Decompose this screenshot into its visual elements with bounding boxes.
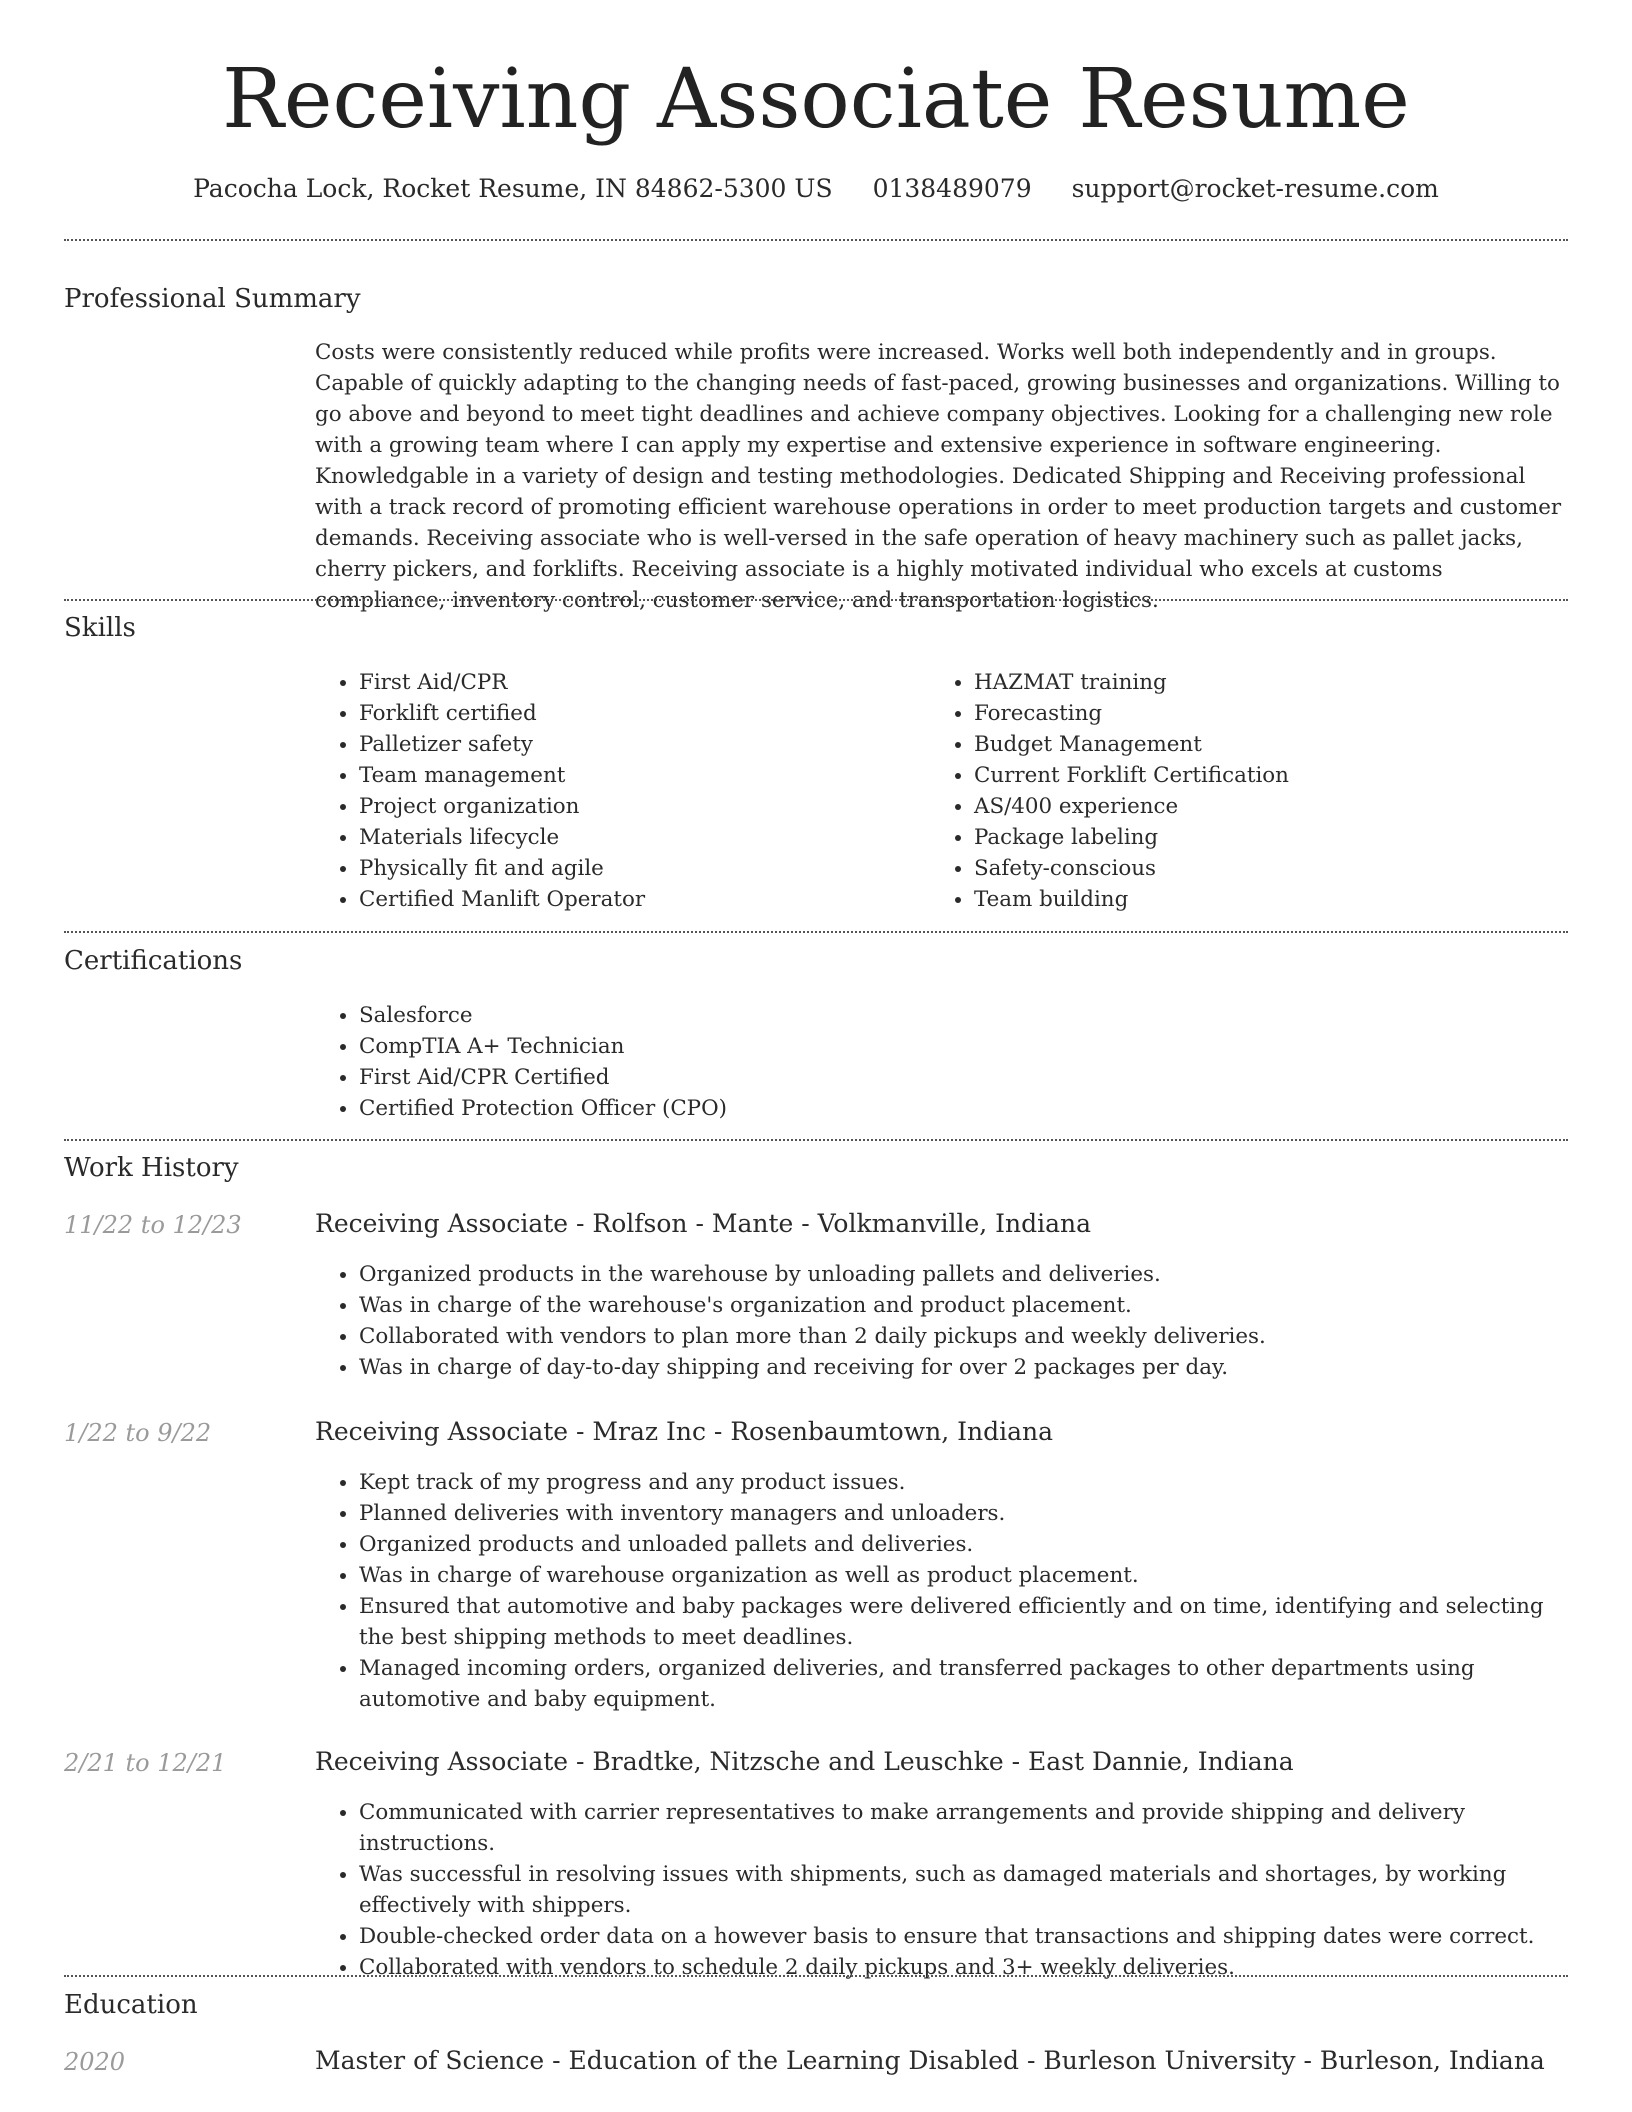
job-title: Receiving Associate - Bradtke, Nitzsche and Leuschke - East Dannie, Indiana bbox=[315, 1747, 1294, 1776]
job-details bbox=[315, 1467, 1568, 1715]
divider bbox=[64, 1139, 1568, 1141]
certification-item: • Salesforce bbox=[359, 1000, 1568, 1031]
job-bullet: • Was successful in resolving issues with shipments, such as damaged materials and shortages, by working effectively with shippers. bbox=[359, 1859, 1568, 1921]
skill-item: • Materials lifecycle bbox=[359, 822, 930, 853]
job-title: Receiving Associate - Mraz Inc - Rosenbaumtown, Indiana bbox=[315, 1417, 1054, 1446]
job-bullets bbox=[315, 1467, 1568, 1715]
skills-list-right bbox=[930, 667, 1545, 915]
divider bbox=[64, 599, 1568, 601]
certification-item: • First Aid/CPR Certified bbox=[359, 1062, 1568, 1093]
job-bullet: • Collaborated with vendors to plan more than 2 daily pickups and weekly deliveries. bbox=[359, 1321, 1568, 1352]
education-year: 2020 bbox=[64, 2048, 126, 2076]
job-details bbox=[315, 1259, 1568, 1383]
job-bullet: • Was in charge of the warehouse's organization and product placement. bbox=[359, 1290, 1568, 1321]
education-heading: Education bbox=[64, 1990, 198, 2020]
job-bullet: • Collaborated with vendors to schedule 2 daily pickups and 3+ weekly deliveries. bbox=[359, 1952, 1568, 1983]
job-bullet: • Communicated with carrier representatives to make arrangements and provide shipping and delivery instructions. bbox=[359, 1797, 1568, 1859]
skills-heading: Skills bbox=[64, 613, 136, 643]
divider bbox=[64, 239, 1568, 241]
skill-item: • Team building bbox=[974, 884, 1545, 915]
job-bullet: • Organized products in the warehouse by unloading pallets and deliveries. bbox=[359, 1259, 1568, 1290]
divider bbox=[64, 1975, 1568, 1977]
skill-item: • Project organization bbox=[359, 791, 930, 822]
job-bullet: • Managed incoming orders, organized deliveries, and transferred packages to other departments using automotive and baby equipment. bbox=[359, 1653, 1568, 1715]
skill-item: • Package labeling bbox=[974, 822, 1545, 853]
summary-heading: Professional Summary bbox=[64, 284, 361, 314]
job-details bbox=[315, 1797, 1568, 1983]
skill-item: • Team management bbox=[359, 760, 930, 791]
skill-item: • Budget Management bbox=[974, 729, 1545, 760]
skill-item: • Forklift certified bbox=[359, 698, 930, 729]
skill-item: • Certified Manlift Operator bbox=[359, 884, 930, 915]
skill-item: • First Aid/CPR bbox=[359, 667, 930, 698]
certification-item: • CompTIA A+ Technician bbox=[359, 1031, 1568, 1062]
skill-item: • Current Forklift Certification bbox=[974, 760, 1545, 791]
skill-item: • Palletizer safety bbox=[359, 729, 930, 760]
skills-section bbox=[315, 667, 1568, 915]
job-title: Receiving Associate - Rolfson - Mante - Volkmanville, Indiana bbox=[315, 1209, 1092, 1238]
job-bullets bbox=[315, 1259, 1568, 1383]
education-degree: Master of Science - Education of the Learning Disabled - Burleson University - Burleson, Indiana bbox=[315, 2046, 1545, 2075]
divider bbox=[64, 931, 1568, 933]
skill-item: • Forecasting bbox=[974, 698, 1545, 729]
contact-email[interactable]: support@rocket-resume.com bbox=[1071, 174, 1439, 203]
job-bullet: • Was in charge of warehouse organization as well as product placement. bbox=[359, 1560, 1568, 1591]
job-bullet: • Double-checked order data on a however basis to ensure that transactions and shipping dates were correct. bbox=[359, 1921, 1568, 1952]
contact-line bbox=[64, 170, 1568, 208]
skill-item: • AS/400 experience bbox=[974, 791, 1545, 822]
job-dates: 1/22 to 9/22 bbox=[64, 1419, 212, 1447]
certifications-heading: Certifications bbox=[64, 946, 243, 976]
skill-item: • HAZMAT training bbox=[974, 667, 1545, 698]
certification-item: • Certified Protection Officer (CPO) bbox=[359, 1093, 1568, 1124]
work-history-heading: Work History bbox=[64, 1153, 239, 1183]
skill-item: • Safety-conscious bbox=[974, 853, 1545, 884]
summary-section bbox=[315, 337, 1568, 616]
certifications-section bbox=[315, 1000, 1568, 1124]
job-bullet: • Was in charge of day-to-day shipping and receiving for over 2 packages per day. bbox=[359, 1352, 1568, 1383]
skills-list-left bbox=[315, 667, 930, 915]
job-bullets bbox=[315, 1797, 1568, 1983]
job-bullet: • Ensured that automotive and baby packages were delivered efficiently and on time, identifying and selecting the best shipping methods to meet deadlines. bbox=[359, 1591, 1568, 1653]
certifications-list bbox=[315, 1000, 1568, 1124]
job-bullet: • Planned deliveries with inventory managers and unloaders. bbox=[359, 1498, 1568, 1529]
job-dates: 11/22 to 12/23 bbox=[64, 1211, 242, 1239]
contact-phone: 0138489079 bbox=[872, 174, 1032, 203]
job-dates: 2/21 to 12/21 bbox=[64, 1749, 227, 1777]
contact-address: Pacocha Lock, Rocket Resume, IN 84862-5300 US bbox=[193, 174, 833, 203]
resume-title: Receiving Associate Resume bbox=[222, 52, 1410, 147]
job-bullet: • Organized products and unloaded pallets and deliveries. bbox=[359, 1529, 1568, 1560]
job-bullet: • Kept track of my progress and any product issues. bbox=[359, 1467, 1568, 1498]
summary-text: Costs were consistently reduced while profits were increased. Works well both independently and in groups. Capable of quickly adapting to the changing needs of fast-paced, growing businesses and organizations. Willing to go above and beyond to meet tight deadlines and achieve company objectives. Looking for a challenging new role with a growing team where I can apply my expertise and extensive experience in software engineering. Knowledgable in a variety of design and testing methodologies. Dedicated Shipping and Receiving professional with a track record of promoting efficient warehouse operations in order to meet production targets and customer demands. Receiving associate who is well-versed in the safe operation of heavy machinery such as pallet jacks, cherry pickers, and forklifts. Receiving associate is a highly motivated individual who excels at customs compliance, inventory control, customer service, and transportation logistics. bbox=[315, 340, 1562, 613]
skill-item: • Physically fit and agile bbox=[359, 853, 930, 884]
